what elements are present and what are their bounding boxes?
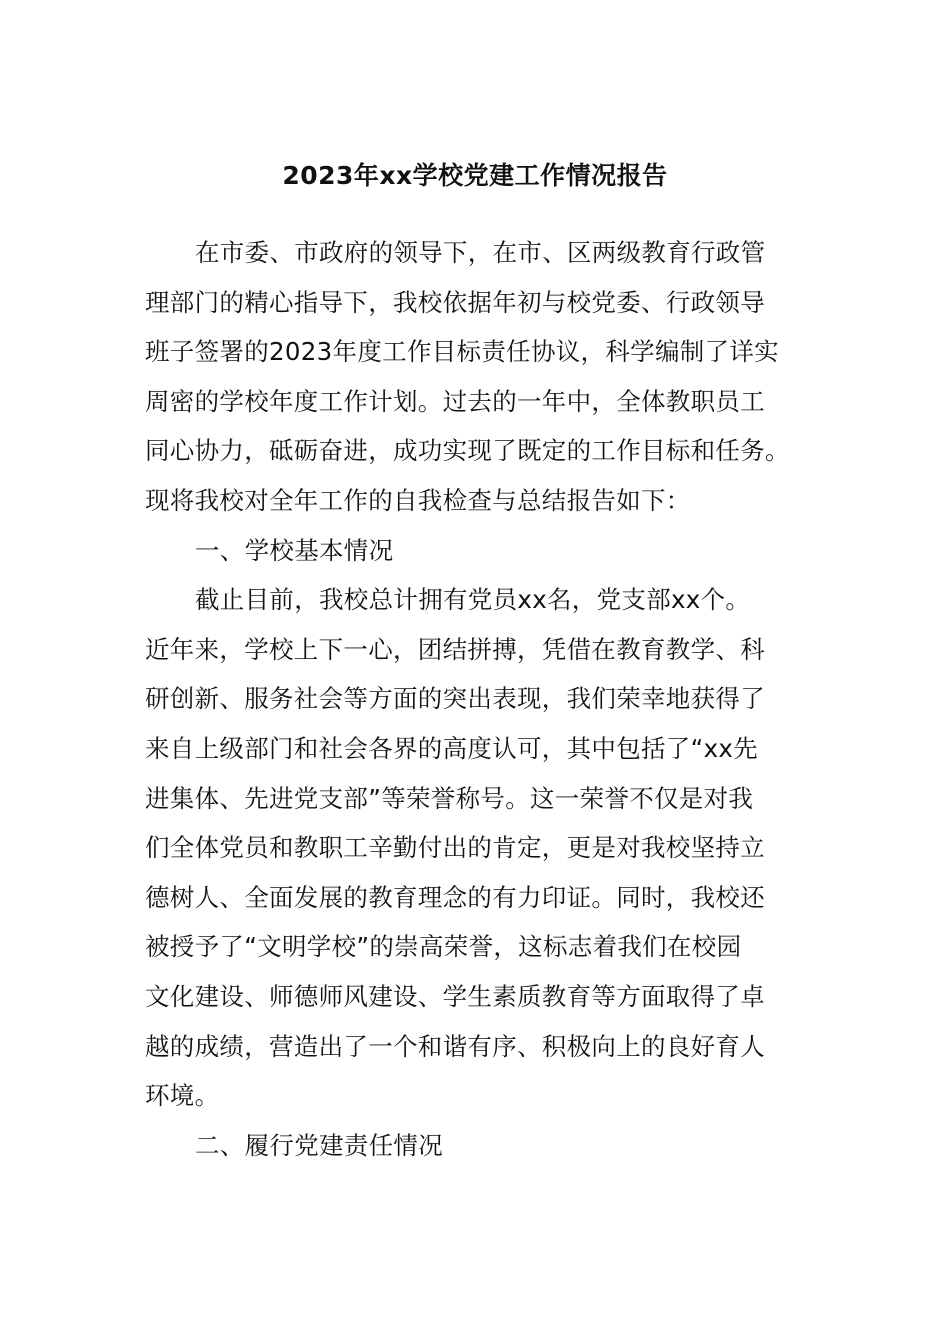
text-line: 被授予了“文明学校”的崇高荣誉，这标志着我们在校园: [145, 932, 742, 962]
text-line: 文化建设、师德师风建设、学生素质教育等方面取得了卓: [145, 981, 765, 1011]
text-line: 班子签署的2023年度工作目标责任协议，科学编制了详实: [145, 337, 779, 367]
text-line: 在市委、市政府的领导下，在市、区两级教育行政管: [195, 238, 766, 267]
text-line: 近年来，学校上下一心，团结拼搏，凭借在教育教学、科: [145, 634, 765, 664]
text-line: 环境。: [145, 1081, 220, 1111]
text-line: 一、学校基本情况: [195, 535, 394, 565]
text-line: 来自上级部门和社会各界的高度认可，其中包括了“xx先: [145, 733, 758, 763]
text-line: 周密的学校年度工作计划。过去的一年中，全体教职员工: [145, 386, 765, 416]
document-body: [145, 228, 810, 1170]
text-line: 同心协力，砥砺奋进，成功实现了既定的工作目标和任务。: [145, 436, 790, 466]
text-line: 二、履行党建责任情况: [195, 1130, 443, 1160]
document-title: 2023年xx学校党建工作情况报告: [282, 161, 668, 190]
text-line: 理部门的精心指导下，我校依据年初与校党委、行政领导: [145, 287, 765, 317]
text-line: 进集体、先进党支部”等荣誉称号。这一荣誉不仅是对我: [145, 783, 754, 813]
text-line: 研创新、服务社会等方面的突出表现，我们荣幸地获得了: [145, 684, 765, 714]
text-line: 截止目前，我校总计拥有党员xx名，党支部xx个。: [195, 585, 751, 615]
text-line: 德树人、全面发展的教育理念的有力印证。同时，我校还: [145, 882, 765, 912]
text-line: 现将我校对全年工作的自我检查与总结报告如下：: [145, 485, 691, 515]
text-line: 们全体党员和教职工辛勤付出的肯定，更是对我校坚持立: [145, 833, 765, 863]
text-line: 越的成绩，营造出了一个和谐有序、积极向上的良好育人: [145, 1031, 765, 1061]
